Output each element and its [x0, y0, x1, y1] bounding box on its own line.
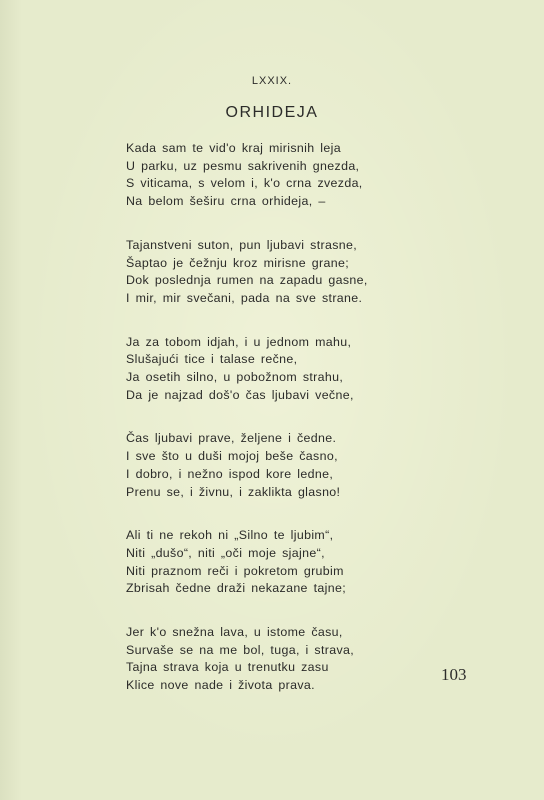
poem-line: Tajna strava koja u trenutku zasu — [126, 660, 329, 675]
poem-body — [126, 140, 456, 721]
poem-line: S viticama, s velom i, k'o crna zvezda, — [126, 176, 363, 191]
page-number: 103 — [441, 665, 467, 684]
poem-line: U parku, uz pesmu sakrivenih gnezda, — [126, 158, 360, 173]
poem-line: I dobro, i nežno ispod kore ledne, — [126, 466, 334, 481]
poem-line: Slušajući tice i talase rečne, — [126, 352, 298, 367]
poem-number: LXXIX. — [251, 75, 293, 87]
poem-line: Šaptao je čežnju kroz mirisne grane; — [126, 255, 350, 270]
poem-line: Dok poslednja rumen na zapadu gasne, — [126, 273, 368, 288]
stanza-5 — [126, 527, 456, 598]
poem-line: I sve što u duši mojoj beše časno, — [126, 449, 338, 464]
poem-line: Da je najzad doš'o čas ljubavi večne, — [126, 387, 354, 402]
poem-line: Na belom šeširu crna orhideja, – — [126, 194, 326, 209]
poem-line: Ali ti ne rekoh ni „Silno te ljubim“, — [126, 528, 334, 543]
stanza-4 — [126, 430, 456, 501]
poem-line: Niti praznom reči i pokretom grubim — [126, 563, 344, 578]
stanza-3 — [126, 334, 456, 405]
poem-line: Kada sam te vid'o kraj mirisnih leja — [126, 141, 341, 155]
poem-line: Čas ljubavi prave, željene i čedne. — [126, 431, 337, 446]
poem-title: ORHIDEJA — [225, 104, 319, 121]
poem-line: Jer k'o snežna lava, u istome času, — [126, 625, 343, 640]
poem-line: I mir, mir svečani, pada na sve strane. — [126, 290, 363, 305]
stanza-1 — [126, 140, 456, 211]
poem-line: Prenu se, i živnu, i zaklikta glasno! — [126, 484, 341, 499]
stanza-2 — [126, 237, 456, 308]
poem-line: Zbrisah čedne draži nekazane tajne; — [126, 581, 347, 596]
stanza-6 — [126, 624, 456, 695]
poem-line: Ja osetih silno, u pobožnom strahu, — [126, 370, 344, 385]
poem-line: Tajanstveni suton, pun ljubavi strasne, — [126, 237, 358, 252]
poem-line: Niti „dušo“, niti „oči moje sjajne“, — [126, 545, 325, 560]
poem-line: Klice nove nade i života prava. — [126, 678, 315, 693]
poem-line: Ja za tobom idjah, i u jednom mahu, — [126, 334, 352, 349]
poem-line: Survaše se na me bol, tuga, i strava, — [126, 642, 355, 657]
